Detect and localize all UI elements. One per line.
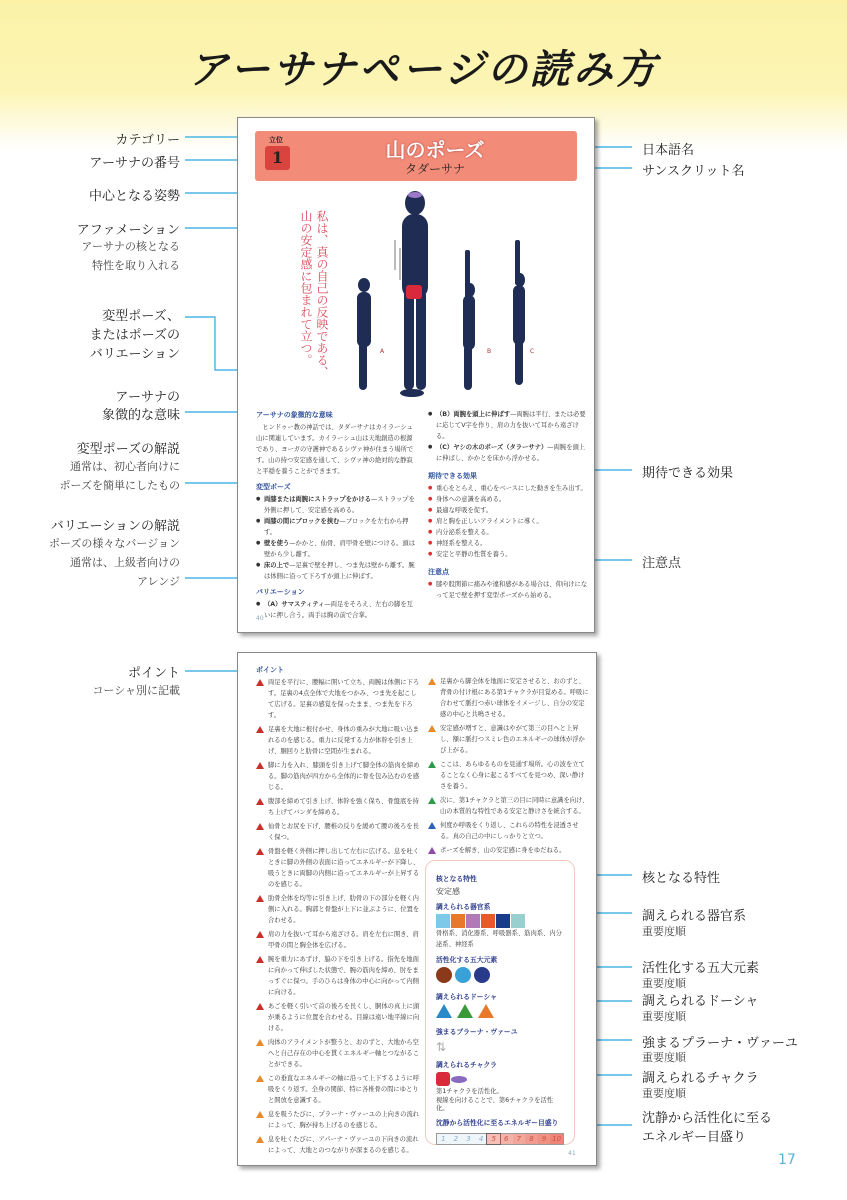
core-value: 安定感	[436, 887, 460, 896]
point-text: 足裏から脚全体を地面に安定させると、おのずと、背骨の付け根にある第1チャクラが目覚める。呼吸に合わせて脈打つ赤い球体をイメージし、自分の安定感の中心と共鳴させる。	[440, 678, 589, 718]
effect-item: ● 安定と平静の性質を養う。	[428, 549, 590, 560]
effects-heading: 期待できる効果	[428, 472, 477, 480]
modification-item-title: 両膝または両腕にストラップをかける	[264, 496, 371, 503]
figure-label-b: B	[487, 348, 492, 355]
point-text: この垂直なエネルギーの軸に沿って上下するように呼吸をくり返す。全身の関節、特に各椎骨の間にゆとりと開放を意識する。	[268, 1075, 420, 1104]
point-text: 腹部を締めて引き上げ、体幹を強く保ち、骨盤底を持ち上げてバンダを締める。	[268, 798, 419, 816]
point-item	[428, 723, 590, 756]
kosha-triangle-icon	[428, 847, 436, 854]
effect-item: ● 最適な呼吸を促す。	[428, 505, 590, 516]
kosha-triangle-icon	[428, 678, 436, 685]
kosha-triangle-icon	[256, 931, 264, 938]
point-text: 骨盤を軽く外側に押し出して左右に広げる。息を吐くときに脚の外側の表面に沿ってエネルギーが下降し、吸うときに両脚の内側に沿ってエネルギーが上昇するのを感じる。	[268, 848, 420, 888]
label-dosha: 調えられるドーシャ	[642, 994, 759, 1009]
point-text: 仙骨とお尻を下げ、腰椎の反りを緩めて腰の後ろを長く保つ。	[268, 823, 419, 841]
label-prana: 強まるプラーナ・ヴァーユ	[642, 1036, 798, 1051]
point-item	[256, 821, 420, 843]
kosha-triangle-icon	[428, 725, 436, 732]
kosha-triangle-icon	[256, 1039, 264, 1046]
point-item	[256, 724, 420, 757]
kosha-triangle-icon	[256, 1075, 264, 1082]
label-energy: エネルギー目盛り	[642, 1130, 747, 1145]
label-affirmation: アファメーション	[76, 223, 180, 238]
point-item	[256, 1037, 420, 1070]
label-category: カテゴリー	[115, 133, 180, 148]
point-item	[428, 820, 590, 842]
point-item	[256, 929, 420, 951]
energy-scale-step: 6	[500, 1134, 513, 1144]
variation-item-text: —両腕は平行、または必要に応じてV字を作り、肩の力を抜いて耳から遠ざける。	[436, 411, 586, 440]
kosha-triangle-icon	[428, 797, 436, 804]
label-asana-number: アーサナの番号	[89, 156, 180, 171]
label-variation-pose: 変型ポーズ、	[102, 309, 180, 324]
label-elements: 活性化する五大元素	[642, 961, 760, 976]
effect-item: ● 内分泌系を整える。	[428, 527, 590, 538]
effect-item: ● 身体への意識を高める。	[428, 494, 590, 505]
chakra-heading: 調えられるチャクラ	[436, 1061, 497, 1069]
modification-item	[256, 560, 418, 582]
label-variation-pose: バリエーション	[89, 347, 180, 362]
point-text: 息を吐くたびに、アパーナ・ヴァーユの下向きの流れによって、大地とのつながりが深まるのを感じる。	[268, 1136, 419, 1154]
energy-scale-step: 5	[487, 1134, 500, 1144]
figure-label-a: A	[380, 348, 385, 355]
kosha-triangle-icon	[256, 762, 264, 769]
root-chakra-marker	[406, 285, 422, 299]
label-meaning: アーサナの	[115, 390, 180, 405]
label-point-sub: コーシャ別に記載	[92, 684, 180, 697]
variation-item-title: （C）ヤシの木のポーズ（タラーサナ）	[436, 444, 548, 451]
core-heading: 核となる特性	[436, 875, 477, 883]
dosha-heading: 調えられるドーシャ	[436, 993, 497, 1001]
skeletal-icon	[436, 914, 450, 928]
label-affirmation-sub: 特性を取り入れる	[92, 259, 180, 272]
label-chakra: 調えられるチャクラ	[642, 1071, 759, 1086]
label-modification-sub: 通常は、初心者向けに	[70, 460, 180, 473]
attributes-box	[425, 860, 575, 1145]
energy-scale-step: 7	[513, 1134, 526, 1144]
point-item	[256, 1001, 420, 1034]
label-organs: 調えられる器官系	[642, 909, 747, 924]
kosha-triangle-icon	[256, 1136, 264, 1143]
energy-scale-step: 9	[538, 1134, 551, 1144]
muscular-icon	[481, 914, 495, 928]
label-variation-sub: ポーズの様々なバージョン	[48, 537, 180, 550]
point-item	[428, 676, 590, 720]
energy-heading: 沈静から活性化に至るエネルギー目盛り	[436, 1119, 559, 1127]
label-point: ポイント	[127, 666, 180, 681]
label-variation-sub: アレンジ	[136, 575, 180, 588]
label-importance: 重要度順	[642, 1087, 686, 1100]
pose-title: 山のポーズ	[385, 138, 485, 162]
point-text: 肩の力を抜いて耳から遠ざける。肩を左右に開き、肩甲骨の間と胸全体を広げる。	[268, 931, 419, 949]
point-text: 何度か呼吸をくり返し、これらの特性を浸透させる。真の自己の中にしっかりと立つ。	[440, 822, 579, 840]
effect-item: ● 重心をとらえ、重心をベースにした動きを生み出す。	[428, 483, 590, 494]
point-heading: ポイント	[256, 666, 284, 674]
third-eye-chakra-icon	[451, 1076, 467, 1083]
point-item	[256, 954, 420, 998]
label-importance: 重要度順	[642, 977, 686, 990]
kosha-triangle-icon	[256, 956, 264, 963]
nervous-icon	[511, 914, 525, 928]
point-item	[256, 677, 420, 721]
modification-item-title: 壁を使う	[264, 540, 290, 547]
point-text: 脚に力を入れ、膝頭を引き上げて脚全体の筋肉を締める。脚の筋肉が四方から全体的に骨を包み込むのを感じる。	[268, 762, 420, 791]
kosha-triangle-icon	[256, 848, 264, 855]
respiratory-icon	[466, 914, 480, 928]
point-item	[256, 760, 420, 793]
modification-item-title: 両膝の間にブロックを挟む	[264, 518, 340, 525]
kosha-triangle-icon	[256, 895, 264, 902]
point-item	[256, 1073, 420, 1106]
variation-item	[428, 409, 590, 442]
point-text: あごを軽く引いて首の後ろを長くし、胴体の真上に頭が乗るように位置を合わせる。目線は遠い地平線に向ける。	[268, 1003, 420, 1032]
elements-heading: 活性化する五大元素	[436, 956, 498, 964]
label-importance: 重要度順	[642, 925, 686, 938]
label-caution: 注意点	[642, 556, 682, 571]
modification-item-text: —かかと、仙骨、肩甲骨を壁につける。頭は壁から少し離す。	[264, 540, 415, 558]
point-item	[428, 759, 590, 792]
kosha-triangle-icon	[256, 679, 264, 686]
point-item	[256, 893, 420, 926]
point-item	[256, 846, 420, 890]
label-sanskrit-name: サンスクリット名	[642, 164, 745, 179]
modification-item-text: —ブロックを左右から押す。	[264, 518, 409, 536]
kosha-triangle-icon	[428, 761, 436, 768]
organs-heading: 調えられる器官系	[436, 903, 491, 911]
point-text: 次に、第1チャクラと第三の目に同時に意識を向け、山の本質的な特性である安定と静けさを統合する。	[440, 797, 589, 815]
label-modification-sub: ポーズを簡単にしたもの	[59, 479, 180, 492]
chakra-text: 第1チャクラを活性化。	[436, 1088, 503, 1095]
label-modification: 変型ポーズの解説	[76, 442, 180, 457]
point-text: 足裏を大地に根付かせ、身体の重みが大地に吸い込まれるのを感じる。重力に反発する力が体幹を引き上げ、胴回りと肋骨に空間が生まれる。	[268, 726, 419, 755]
page-number-40: 40	[256, 615, 264, 622]
space-element-icon	[474, 967, 490, 983]
label-importance: 重要度順	[642, 1051, 686, 1064]
modification-item-text: —足裏で壁を押し、つま先は壁から離す。腕は体側に沿って下ろすか頭上に伸ばす。	[264, 562, 415, 580]
point-item	[256, 796, 420, 818]
third-eye-marker	[408, 192, 422, 198]
meaning-heading: アーサナの象徴的な意味	[256, 411, 333, 419]
chakra-text: 視線を向けることで、第6チャクラを活性化。	[436, 1097, 554, 1112]
points-right-column	[428, 676, 590, 859]
label-variation-pose: またはポーズの	[89, 328, 180, 343]
kosha-triangle-icon	[256, 798, 264, 805]
point-text: 安定感が増すと、意識はやがて第三の目へと上昇し、額に脈打つスミレ色のエネルギーの球体が浮かび上がる。	[440, 725, 585, 754]
label-jp-name: 日本語名	[642, 143, 695, 158]
label-meaning: 象徴的な意味	[101, 408, 180, 423]
caution-heading: 注意点	[428, 568, 449, 576]
variation-item-text: —両腕を頭上に伸ばし、かかとを床から浮かせる。	[436, 444, 586, 462]
energy-scale-step: 1	[437, 1134, 450, 1144]
pose-sanskrit: タダーサナ	[404, 162, 465, 176]
point-text: 肉体のアライメントが整うと、おのずと、大地から空へと自己存在の中心を貫くエネルギー軸とつながることができる。	[268, 1039, 419, 1068]
right-column	[428, 409, 590, 601]
point-text: 腕を重力にあずけ、脇の下を引き上げる。指先を地面に向かって伸ばした状態で、腕の筋肉を締め、肘をまっすぐに保つ。手のひらは身体の中心に向かって内側に向ける。	[268, 956, 419, 996]
prana-updown-arrows-icon: ⇅	[436, 1040, 447, 1054]
prana-heading: 強まるプラーナ・ヴァーユ	[436, 1028, 518, 1036]
effect-item: ● 肩と胸を正しいアライメントに導く。	[428, 516, 590, 527]
modification-item-text: —ストラップを外側に押して、安定感を高める。	[264, 496, 415, 514]
label-effects: 期待できる効果	[642, 466, 734, 481]
kosha-triangle-icon	[256, 1111, 264, 1118]
modifications-heading: 変型ポーズ	[256, 483, 291, 491]
root-chakra-icon	[436, 1072, 450, 1086]
label-variation-sub: 通常は、上級者向けの	[70, 556, 180, 569]
kapha-dosha-icon	[457, 1004, 473, 1018]
label-core: 核となる特性	[642, 871, 721, 886]
point-text: ここは、あらゆるものを見通す場所。心の波を立てることなく心身に起こるすべてを見つめ、深い静けさを養う。	[440, 761, 585, 790]
variation-item-title: （B）両腕を頭上に伸ばす	[436, 411, 511, 418]
variation-item-title: （A）サマスティティ	[264, 601, 325, 608]
point-text: 肋骨全体を均等に引き上げ、肋骨の下の部分を軽く内側に入れる。胸郭と骨盤が上下に並ぶように、位置を合わせる。	[268, 895, 420, 924]
affirmation: 私は、真の自己の反映である、山の安定感に包まれて立つ。	[299, 210, 329, 378]
caution-item: ● 膝や股関節に痛みや違和感がある場合は、仰向けになって足で壁を押す変型ポーズから始める。	[428, 579, 590, 601]
energy-scale-step: 3	[462, 1134, 475, 1144]
energy-scale-step: 10	[552, 1135, 562, 1143]
label-variation-desc: バリエーションの解説	[50, 519, 180, 534]
page-title: アーサナページの読み方	[188, 46, 659, 93]
endocrine-icon	[496, 914, 510, 928]
modification-item	[256, 538, 418, 560]
kosha-triangle-icon	[256, 1003, 264, 1010]
page-number-41: 41	[568, 1150, 576, 1157]
energy-scale-step: 8	[525, 1134, 538, 1144]
point-text: ポーズを解き、山の安定感に身をゆだねる。	[440, 847, 566, 854]
modification-item-title: 床の上で	[264, 562, 290, 569]
variations-heading: バリエーション	[256, 588, 305, 596]
point-item	[256, 1109, 420, 1131]
variation-item	[428, 442, 590, 464]
kosha-triangle-icon	[256, 823, 264, 830]
kosha-triangle-icon	[256, 726, 264, 733]
points-left-column	[256, 664, 420, 1159]
figure-label-c: C	[530, 348, 535, 355]
asana-number: 1	[265, 146, 290, 170]
organs-text: 骨格系、消化器系、呼吸器系、筋肉系、内分泌系、神経系	[436, 930, 562, 948]
point-item	[428, 845, 590, 856]
energy-scale-step: 4	[475, 1134, 488, 1144]
point-text: 両足を平行に、腰幅に開いて立ち、両腕は体側に下ろす。足裏の4点全体で大地をつかみ、つま先を起こして広げる。足裏の感覚を保ったまま、つま先を下ろす。	[268, 679, 420, 719]
vata-dosha-icon	[436, 1004, 452, 1018]
pose-figures	[350, 180, 550, 405]
modification-item	[256, 494, 418, 516]
label-central-posture: 中心となる姿勢	[88, 189, 180, 204]
category: 立位	[269, 136, 283, 144]
energy-scale	[436, 1133, 564, 1145]
point-item	[428, 795, 590, 817]
energy-scale-step: 2	[450, 1134, 463, 1144]
left-column	[256, 409, 418, 621]
label-energy: 沈静から活性化に至る	[642, 1111, 773, 1126]
water-element-icon	[455, 967, 471, 983]
effect-item: ● 神経系を整える。	[428, 538, 590, 549]
kosha-triangle-icon	[428, 822, 436, 829]
point-text: 息を吸うたびに、プラーナ・ヴァーユの上向きの流れによって、胸が持ち上げるのを感じる。	[268, 1111, 420, 1129]
label-importance: 重要度順	[642, 1010, 686, 1023]
label-affirmation-sub: アーサナの核となる	[81, 240, 180, 253]
earth-element-icon	[436, 967, 452, 983]
pitta-dosha-icon	[478, 1004, 494, 1018]
variation-item	[256, 599, 418, 621]
page-number: 17	[778, 1152, 796, 1168]
digestive-icon	[451, 914, 465, 928]
modification-item	[256, 516, 418, 538]
variation-item-text: —両足をそろえ、左右の脚を互いに押し合う。両手は胸の前で合掌。	[264, 601, 413, 619]
point-item	[256, 1134, 420, 1156]
meaning-text: ヒンドゥー教の神話では、タダーサナはカイラーシュ山に関連しています。カイラーシュ山は天地創造の根源であり、ヨーガの守護神であるシヴァ神が住まう場所です。山の持つ安定感を通して、シヴァ神の絶対的な静寂と平穏を養うことができます。	[256, 424, 414, 475]
